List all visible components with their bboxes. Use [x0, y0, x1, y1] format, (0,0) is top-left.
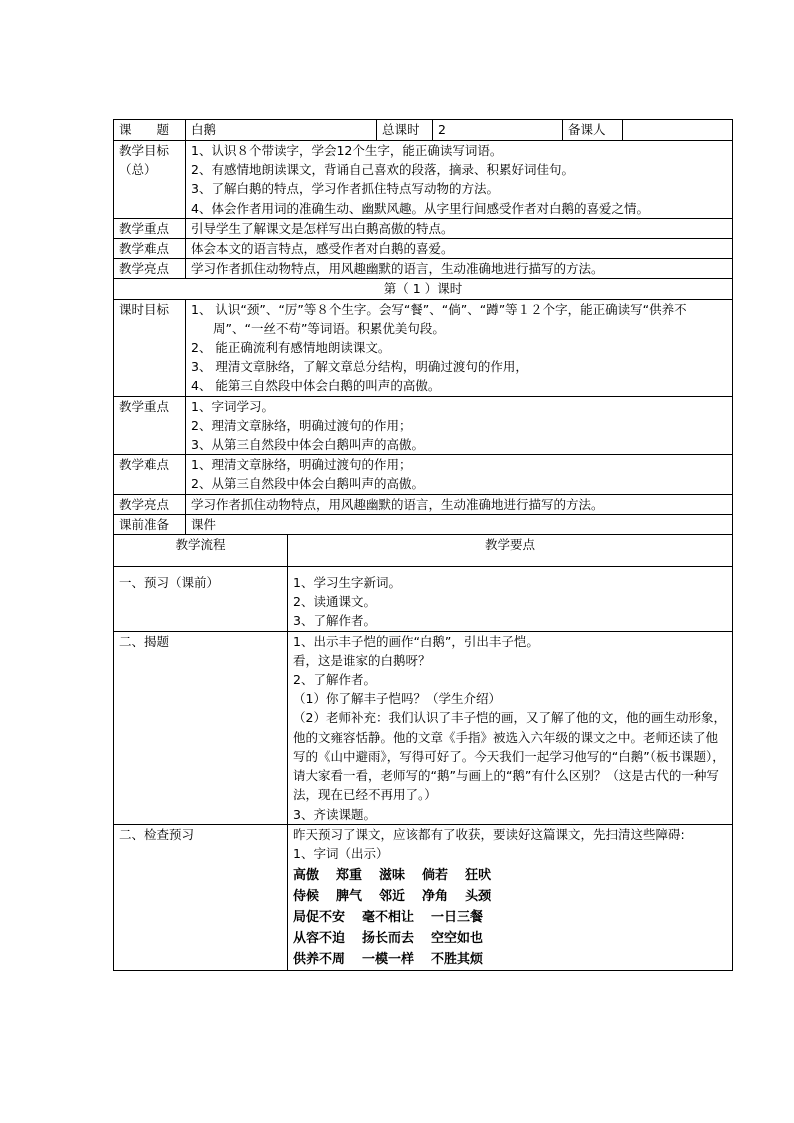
flow-step-name: 一、预习（课前）	[114, 567, 288, 632]
overall-difficult-value: 体会本文的语言特点，感受作者对白鹅的喜爱。	[186, 239, 733, 259]
total-hours-value: 2	[433, 120, 563, 141]
vocabulary-word: 郑重	[336, 868, 363, 884]
lesson-goal-item: 1、 认识“颈”、“厉”等８个生字。会写“餐”、“倘”、“蹲”等１２个字，能正确读写“供养不周”、“一丝不苟”等词语。积累优美句段。	[191, 301, 687, 336]
overall-goals-content	[186, 141, 733, 219]
flow-step-row	[114, 631, 733, 824]
lesson-prep-row	[114, 514, 733, 534]
vocabulary-word: 局促不安	[293, 910, 346, 926]
lesson-key-label: 教学重点	[114, 396, 186, 455]
preparer-label: 备课人	[563, 120, 623, 141]
flow-step-line: 1、出示丰子恺的画作“白鹅”，引出丰子恺。	[293, 633, 539, 649]
flow-step-line: 看，这是谁家的白鹅呀？	[293, 652, 431, 668]
overall-key-label: 教学重点	[114, 218, 186, 238]
overall-highlight-row	[114, 259, 733, 279]
vocabulary-word: 侍候	[293, 889, 320, 905]
lesson-difficult-row	[114, 455, 733, 494]
vocabulary-word: 头颈	[465, 889, 492, 905]
title-label: 课 题	[114, 120, 186, 141]
vocabulary-word: 滋味	[379, 868, 406, 884]
overall-key-value: 引导学生了解课文是怎样写出白鹅高傲的特点。	[186, 218, 733, 238]
vocabulary-word: 邻近	[379, 889, 406, 905]
vocabulary-row	[293, 865, 727, 886]
lesson-key-content	[186, 396, 733, 455]
vocabulary-word: 一日三餐	[431, 910, 484, 926]
lesson-key-item: 2、理清文章脉络，明确过渡句的作用；	[191, 417, 412, 433]
vocabulary-list	[293, 863, 727, 970]
flow-header-row	[114, 535, 733, 567]
overall-highlight-label: 教学亮点	[114, 259, 186, 279]
flow-step-line: 2、了解作者。	[293, 672, 376, 688]
lesson-key-item: 3、从第三自然段中体会白鹅叫声的高傲。	[191, 437, 424, 453]
overall-goal-item: 1、认识８个带读字，学会12个生字，能正确读写词语。	[191, 143, 503, 158]
vocabulary-word: 供养不周	[293, 952, 346, 968]
overall-difficult-label: 教学难点	[114, 239, 186, 259]
overall-goal-item: 3、了解白鹅的特点，学习作者抓住特点写动物的方法。	[191, 181, 499, 197]
vocabulary-word: 扬长而去	[362, 931, 415, 947]
lesson-key-item: 1、字词学习。	[191, 398, 274, 414]
lesson-header-row	[114, 279, 733, 299]
overall-goals-row	[114, 141, 733, 219]
lesson-goal-item: 2、 能正确流利有感情地朗读课文。	[191, 340, 391, 356]
lesson-goal-item: 4、 能第三自然段中体会白鹅的叫声的高傲。	[191, 378, 441, 394]
vocabulary-word: 不胜其烦	[431, 952, 484, 968]
lesson-highlight-row	[114, 494, 733, 514]
flow-step-line: 2、读通课文。	[293, 594, 376, 610]
vocabulary-row	[293, 928, 727, 949]
lesson-prep-value: 课件	[186, 514, 733, 534]
overall-goal-item: 4、体会作者用词的准确生动、幽默风趣。从字里行间感受作者对白鹅的喜爱之情。	[191, 200, 649, 216]
lesson-difficult-label: 教学难点	[114, 455, 186, 494]
vocabulary-word: 从容不迫	[293, 931, 346, 947]
flow-step-line: 3、了解作者。	[293, 613, 376, 629]
vocabulary-row	[293, 886, 727, 907]
overall-highlight-value: 学习作者抓住动物特点，用风趣幽默的语言，生动准确地进行描写的方法。	[186, 259, 733, 279]
lesson-plan-table	[113, 119, 733, 971]
title-row	[114, 120, 733, 141]
flow-step-row	[114, 824, 733, 970]
flow-step-content	[288, 631, 733, 824]
flow-step-content	[288, 567, 733, 632]
preparer-value	[623, 120, 733, 141]
vocabulary-word: 空空如也	[431, 931, 484, 947]
lesson-prep-label: 课前准备	[114, 514, 186, 534]
lesson-difficult-item: 2、从第三自然段中体会白鹅叫声的高傲。	[191, 476, 424, 492]
lesson-goal-item: 3、 理清文章脉络，了解文章总分结构，明确过渡句的作用，	[191, 359, 528, 375]
flow-step-row	[114, 567, 733, 632]
flow-step-content	[288, 824, 733, 970]
total-hours-label: 总课时	[377, 120, 433, 141]
lesson-difficult-item: 1、理清文章脉络，明确过渡句的作用；	[191, 457, 412, 473]
vocabulary-word: 毫不相让	[362, 910, 415, 926]
overall-key-row	[114, 218, 733, 238]
vocabulary-row	[293, 907, 727, 928]
flow-step-line: （1）你了解丰子恺吗？（学生介绍）	[293, 691, 501, 707]
vocabulary-row	[293, 949, 727, 970]
flow-step-line: 1、学习生字新词。	[293, 575, 401, 591]
flow-col1-header: 教学流程	[114, 535, 288, 567]
overall-goals-label-line2: （总）	[119, 162, 157, 178]
flow-step-line: 3、齐读课题。	[293, 806, 376, 822]
lesson-key-row	[114, 396, 733, 455]
title-value: 白鹅	[186, 120, 377, 141]
lesson-header: 第（ 1 ）课时	[114, 279, 733, 299]
lesson-goals-label: 课时目标	[114, 299, 186, 396]
lesson-highlight-value: 学习作者抓住动物特点，用风趣幽默的语言，生动准确地进行描写的方法。	[186, 494, 733, 514]
vocabulary-word: 狂吠	[465, 868, 492, 884]
vocabulary-word: 高傲	[293, 868, 320, 884]
lesson-goals-row	[114, 299, 733, 396]
flow-step-line: 1、字词（出示）	[293, 845, 389, 861]
flow-step-name: 二、检查预习	[114, 824, 288, 970]
overall-difficult-row	[114, 239, 733, 259]
flow-col2-header: 教学要点	[288, 535, 733, 567]
flow-step-line: （2）老师补充：我们认识了丰子恺的画，又了解了他的文，他的画生动形象，他的文雍容恬静。他的文章《手指》被选入六年级的课文之中。老师还读了他写的《山中避雨》，写得可好了。今天我们一起学习他写的“白鹅”（板书课题），请大家看一看，老师写的“鹅”与画上的“鹅”有什么区别？（这是古代的一种写法，现在已经不再用了。）	[293, 710, 726, 803]
lesson-goals-content	[186, 299, 733, 396]
overall-goals-label	[114, 141, 186, 219]
vocabulary-word: 一模一样	[362, 952, 415, 968]
lesson-highlight-label: 教学亮点	[114, 494, 186, 514]
vocabulary-word: 净角	[422, 889, 449, 905]
flow-step-line: 昨天预习了课文，应该都有了收获，要读好这篇课文，先扫清这些障碍:	[293, 826, 685, 842]
vocabulary-word: 倘若	[422, 868, 449, 884]
lesson-difficult-content	[186, 455, 733, 494]
flow-step-name: 二、揭题	[114, 631, 288, 824]
vocabulary-word: 脾气	[336, 889, 363, 905]
overall-goals-label-line1: 教学目标	[119, 143, 170, 158]
overall-goal-item: 2、有感情地朗读课文，背诵自己喜欢的段落，摘录、积累好词佳句。	[191, 162, 574, 178]
